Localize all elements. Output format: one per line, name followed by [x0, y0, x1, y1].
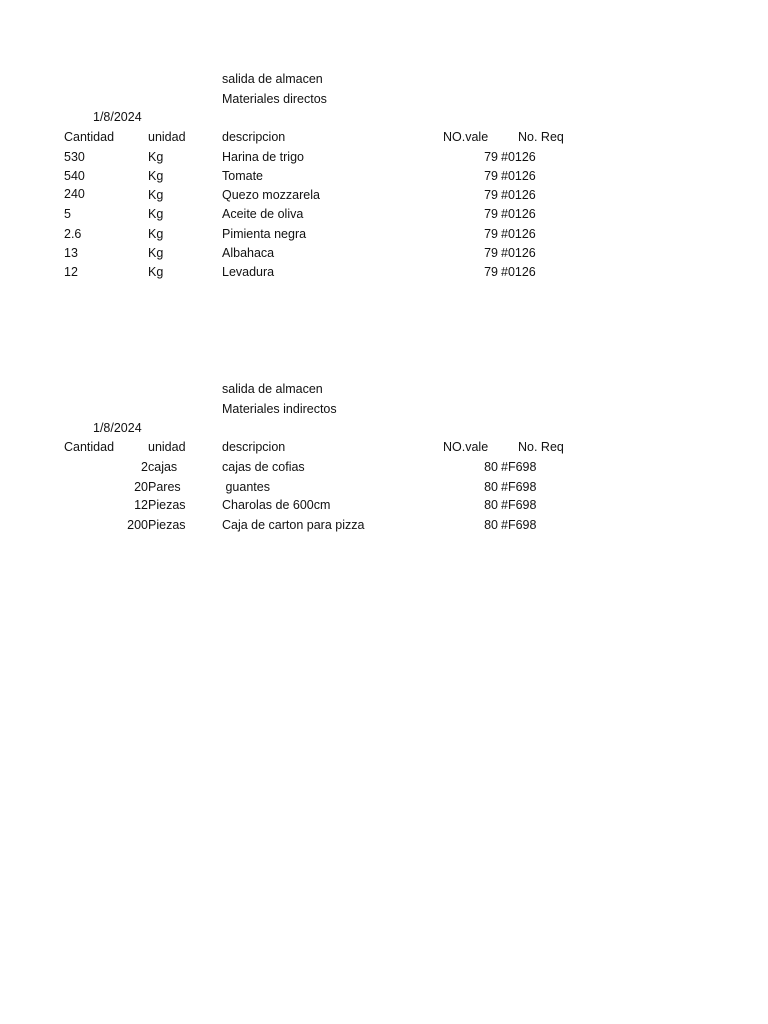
cell-novale: 79 — [484, 246, 498, 260]
cell-noreq: #F698 — [501, 460, 537, 474]
cell-novale: 79 — [484, 188, 498, 202]
cell-noreq: #F698 — [501, 480, 537, 494]
cell-cantidad: 540 — [64, 169, 85, 183]
cell-descripcion: Tomate — [222, 169, 263, 183]
table-row — [0, 497, 768, 515]
cell-novale: 79 — [484, 150, 498, 164]
cell-unidad: Kg — [148, 227, 164, 241]
cell-unidad: Kg — [148, 265, 164, 279]
cell-noreq: #0126 — [501, 227, 536, 241]
cell-descripcion: cajas de cofias — [222, 460, 305, 474]
cell-cantidad: 12 — [64, 265, 78, 279]
cell-descripcion: Albahaca — [222, 246, 275, 260]
section-title: salida de almacen — [222, 382, 323, 396]
header-descripcion: descripcion — [222, 130, 286, 144]
header-cantidad: Cantidad — [64, 440, 115, 454]
cell-novale: 79 — [484, 265, 498, 279]
cell-cantidad: 13 — [64, 246, 78, 260]
cell-cantidad: 530 — [64, 150, 85, 164]
cell-descripcion: Charolas de 600cm — [222, 498, 331, 512]
cell-unidad: Kg — [148, 169, 164, 183]
header-cantidad: Cantidad — [64, 130, 115, 144]
section-subtitle: Materiales directos — [222, 92, 327, 106]
cell-novale: 80 — [484, 498, 498, 512]
cell-descripcion: Caja de carton para pizza — [222, 518, 365, 532]
table-row — [0, 517, 768, 535]
cell-noreq: #0126 — [501, 207, 536, 221]
cell-cantidad: 20 — [134, 480, 148, 494]
table-row — [0, 168, 768, 186]
cell-noreq: #F698 — [501, 498, 537, 512]
cell-novale: 80 — [484, 480, 498, 494]
table-row — [0, 206, 768, 224]
header-unidad: unidad — [148, 130, 186, 144]
cell-unidad: Piezas — [148, 518, 186, 532]
table-row — [0, 479, 768, 497]
cell-novale: 79 — [484, 227, 498, 241]
cell-cantidad: 2.6 — [64, 227, 82, 241]
cell-cantidad: 5 — [64, 207, 71, 221]
cell-unidad: Kg — [148, 150, 164, 164]
cell-novale: 80 — [484, 460, 498, 474]
cell-noreq: #0126 — [501, 188, 536, 202]
cell-unidad: Kg — [148, 246, 164, 260]
table-row — [0, 226, 768, 244]
table-row — [0, 186, 768, 204]
cell-noreq: #F698 — [501, 518, 537, 532]
table-header — [0, 439, 768, 457]
cell-unidad: Kg — [148, 207, 164, 221]
section-date: 1/8/2024 — [93, 421, 142, 435]
section-date: 1/8/2024 — [93, 110, 142, 124]
cell-cantidad: 12 — [134, 498, 148, 512]
cell-unidad: Pares — [148, 480, 181, 494]
cell-noreq: #0126 — [501, 150, 536, 164]
table-header — [0, 129, 768, 147]
table-row — [0, 245, 768, 263]
table-row — [0, 459, 768, 477]
cell-descripcion: guantes — [222, 480, 270, 494]
section-title: salida de almacen — [222, 72, 323, 86]
cell-unidad: cajas — [148, 460, 178, 474]
cell-descripcion: Levadura — [222, 265, 275, 279]
cell-unidad: Piezas — [148, 498, 186, 512]
cell-noreq: #0126 — [501, 169, 536, 183]
cell-noreq: #0126 — [501, 246, 536, 260]
cell-descripcion: Quezo mozzarela — [222, 188, 320, 202]
cell-novale: 79 — [484, 169, 498, 183]
cell-novale: 80 — [484, 518, 498, 532]
cell-noreq: #0126 — [501, 265, 536, 279]
cell-novale: 79 — [484, 207, 498, 221]
cell-unidad: Kg — [148, 188, 164, 202]
header-unidad: unidad — [148, 440, 186, 454]
header-novale: NO.vale — [443, 130, 489, 144]
table-row — [0, 264, 768, 282]
header-descripcion: descripcion — [222, 440, 286, 454]
cell-descripcion: Harina de trigo — [222, 150, 304, 164]
cell-descripcion: Pimienta negra — [222, 227, 307, 241]
cell-cantidad: 200 — [127, 518, 148, 532]
header-noreq: No. Req — [518, 440, 564, 454]
cell-descripcion: Aceite de oliva — [222, 207, 304, 221]
table-row — [0, 149, 768, 167]
section-subtitle: Materiales indirectos — [222, 402, 337, 416]
header-novale: NO.vale — [443, 440, 489, 454]
header-noreq: No. Req — [518, 130, 564, 144]
cell-cantidad: 240 — [64, 187, 85, 201]
cell-cantidad: 2 — [141, 460, 148, 474]
